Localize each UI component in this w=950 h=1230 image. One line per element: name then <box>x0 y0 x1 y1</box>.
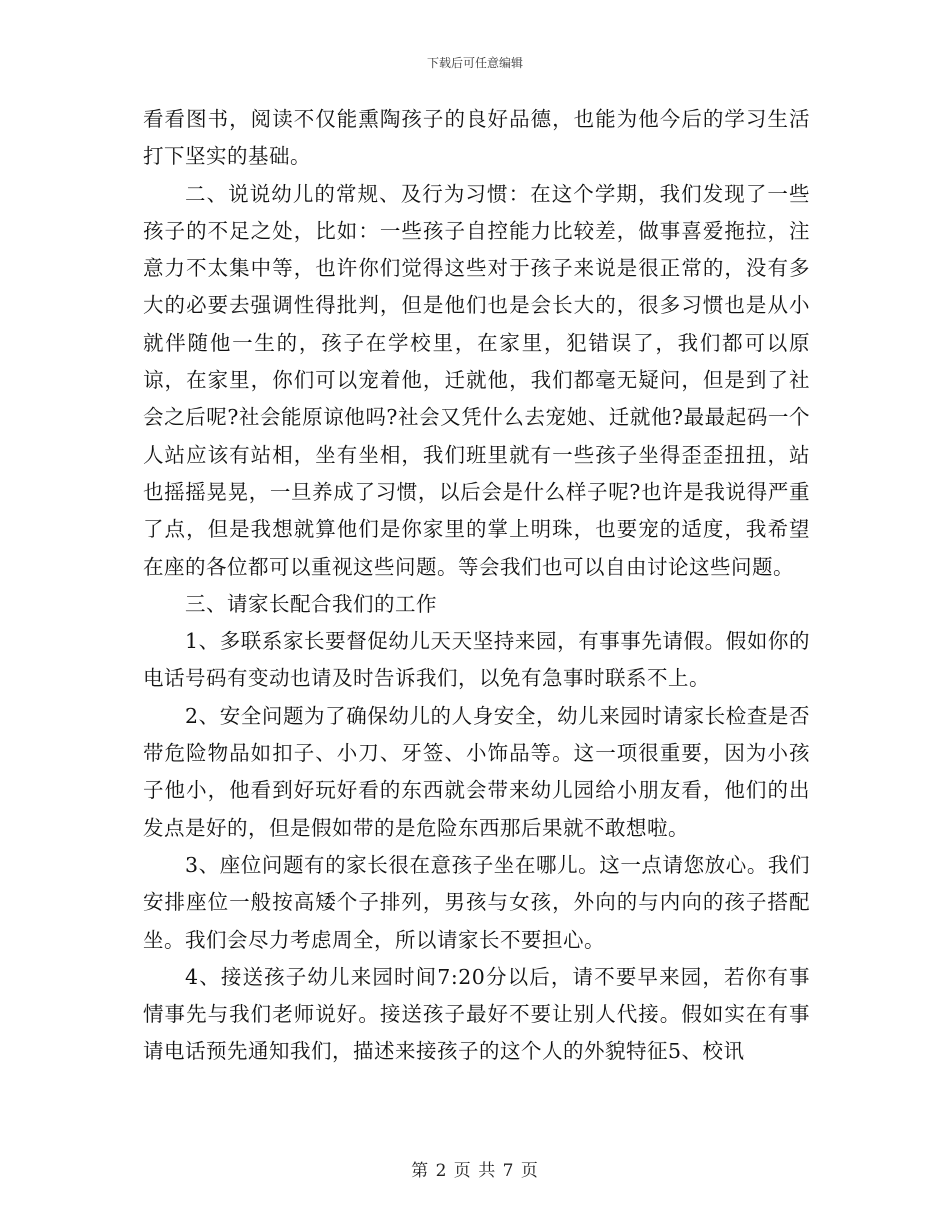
paragraph-item-3: 3、座位问题有的家长很在意孩子坐在哪儿。这一点请您放心。我们安排座位一般按高矮个子排列，男孩与女孩，外向的与内向的孩子搭配坐。我们会尽力考虑周全，所以请家长不要担心。 <box>143 852 810 952</box>
document-body <box>143 101 810 1071</box>
paragraph-item-4: 4、接送孩子幼儿来园时间7:20分以后，请不要早来园，若你有事情事先与我们老师说好。接送孩子最好不要让别人代接。假如实在有事请电话预先通知我们，描述来接孩子的这个人的外貌特征5、校讯 <box>143 964 810 1064</box>
paragraph-item-1: 1、多联系家长要督促幼儿天天坚持来园，有事事先请假。假如你的电话号码有变动也请及时告诉我们，以免有急事时联系不上。 <box>143 629 810 691</box>
paragraph-item-2: 2、安全问题为了确保幼儿的人身安全，幼儿来园时请家长检查是否带危险物品如扣子、小刀、牙签、小饰品等。这一项很重要，因为小孩子他小，他看到好玩好看的东西就会带来幼儿园给小朋友看，他们的出发点是好的，但是假如带的是危险东西那后果就不敢想啦。 <box>143 703 810 840</box>
paragraph-section-two: 二、说说幼儿的常规、及行为习惯：在这个学期，我们发现了一些孩子的不足之处，比如：一些孩子自控能力比较差，做事喜爱拖拉，注意力不太集中等，也许你们觉得这些对于孩子来说是很正常的，没有多大的必要去强调性得批判，但是他们也是会长大的，很多习惯也是从小就伴随他一生的，孩子在学校里，在家里，犯错误了，我们都可以原谅，在家里，你们可以宠着他，迁就他，我们都毫无疑问，但是到了社会之后呢?社会能原谅他吗?社会又凭什么去宠她、迁就他?最最起码一个人站应该有站相，坐有坐相，我们班里就有一些孩子坐得歪歪扭扭，站也摇摇晃晃，一旦养成了习惯，以后会是什么样子呢?也许是我说得严重了点，但是我想就算他们是你家里的掌上明珠，也要宠的适度，我希望在座的各位都可以重视这些问题。等会我们也可以自由讨论这些问题。 <box>143 181 810 579</box>
section-heading-three: 三、请家长配合我们的工作 <box>185 591 437 616</box>
page-header: 下载后可任意编辑 <box>426 56 523 70</box>
page-number-footer: 第 2 页 共 7 页 <box>411 1161 539 1181</box>
paragraph-intro-continuation: 看看图书，阅读不仅能熏陶孩子的良好品德，也能为他今后的学习生活打下坚实的基础。 <box>143 107 810 169</box>
